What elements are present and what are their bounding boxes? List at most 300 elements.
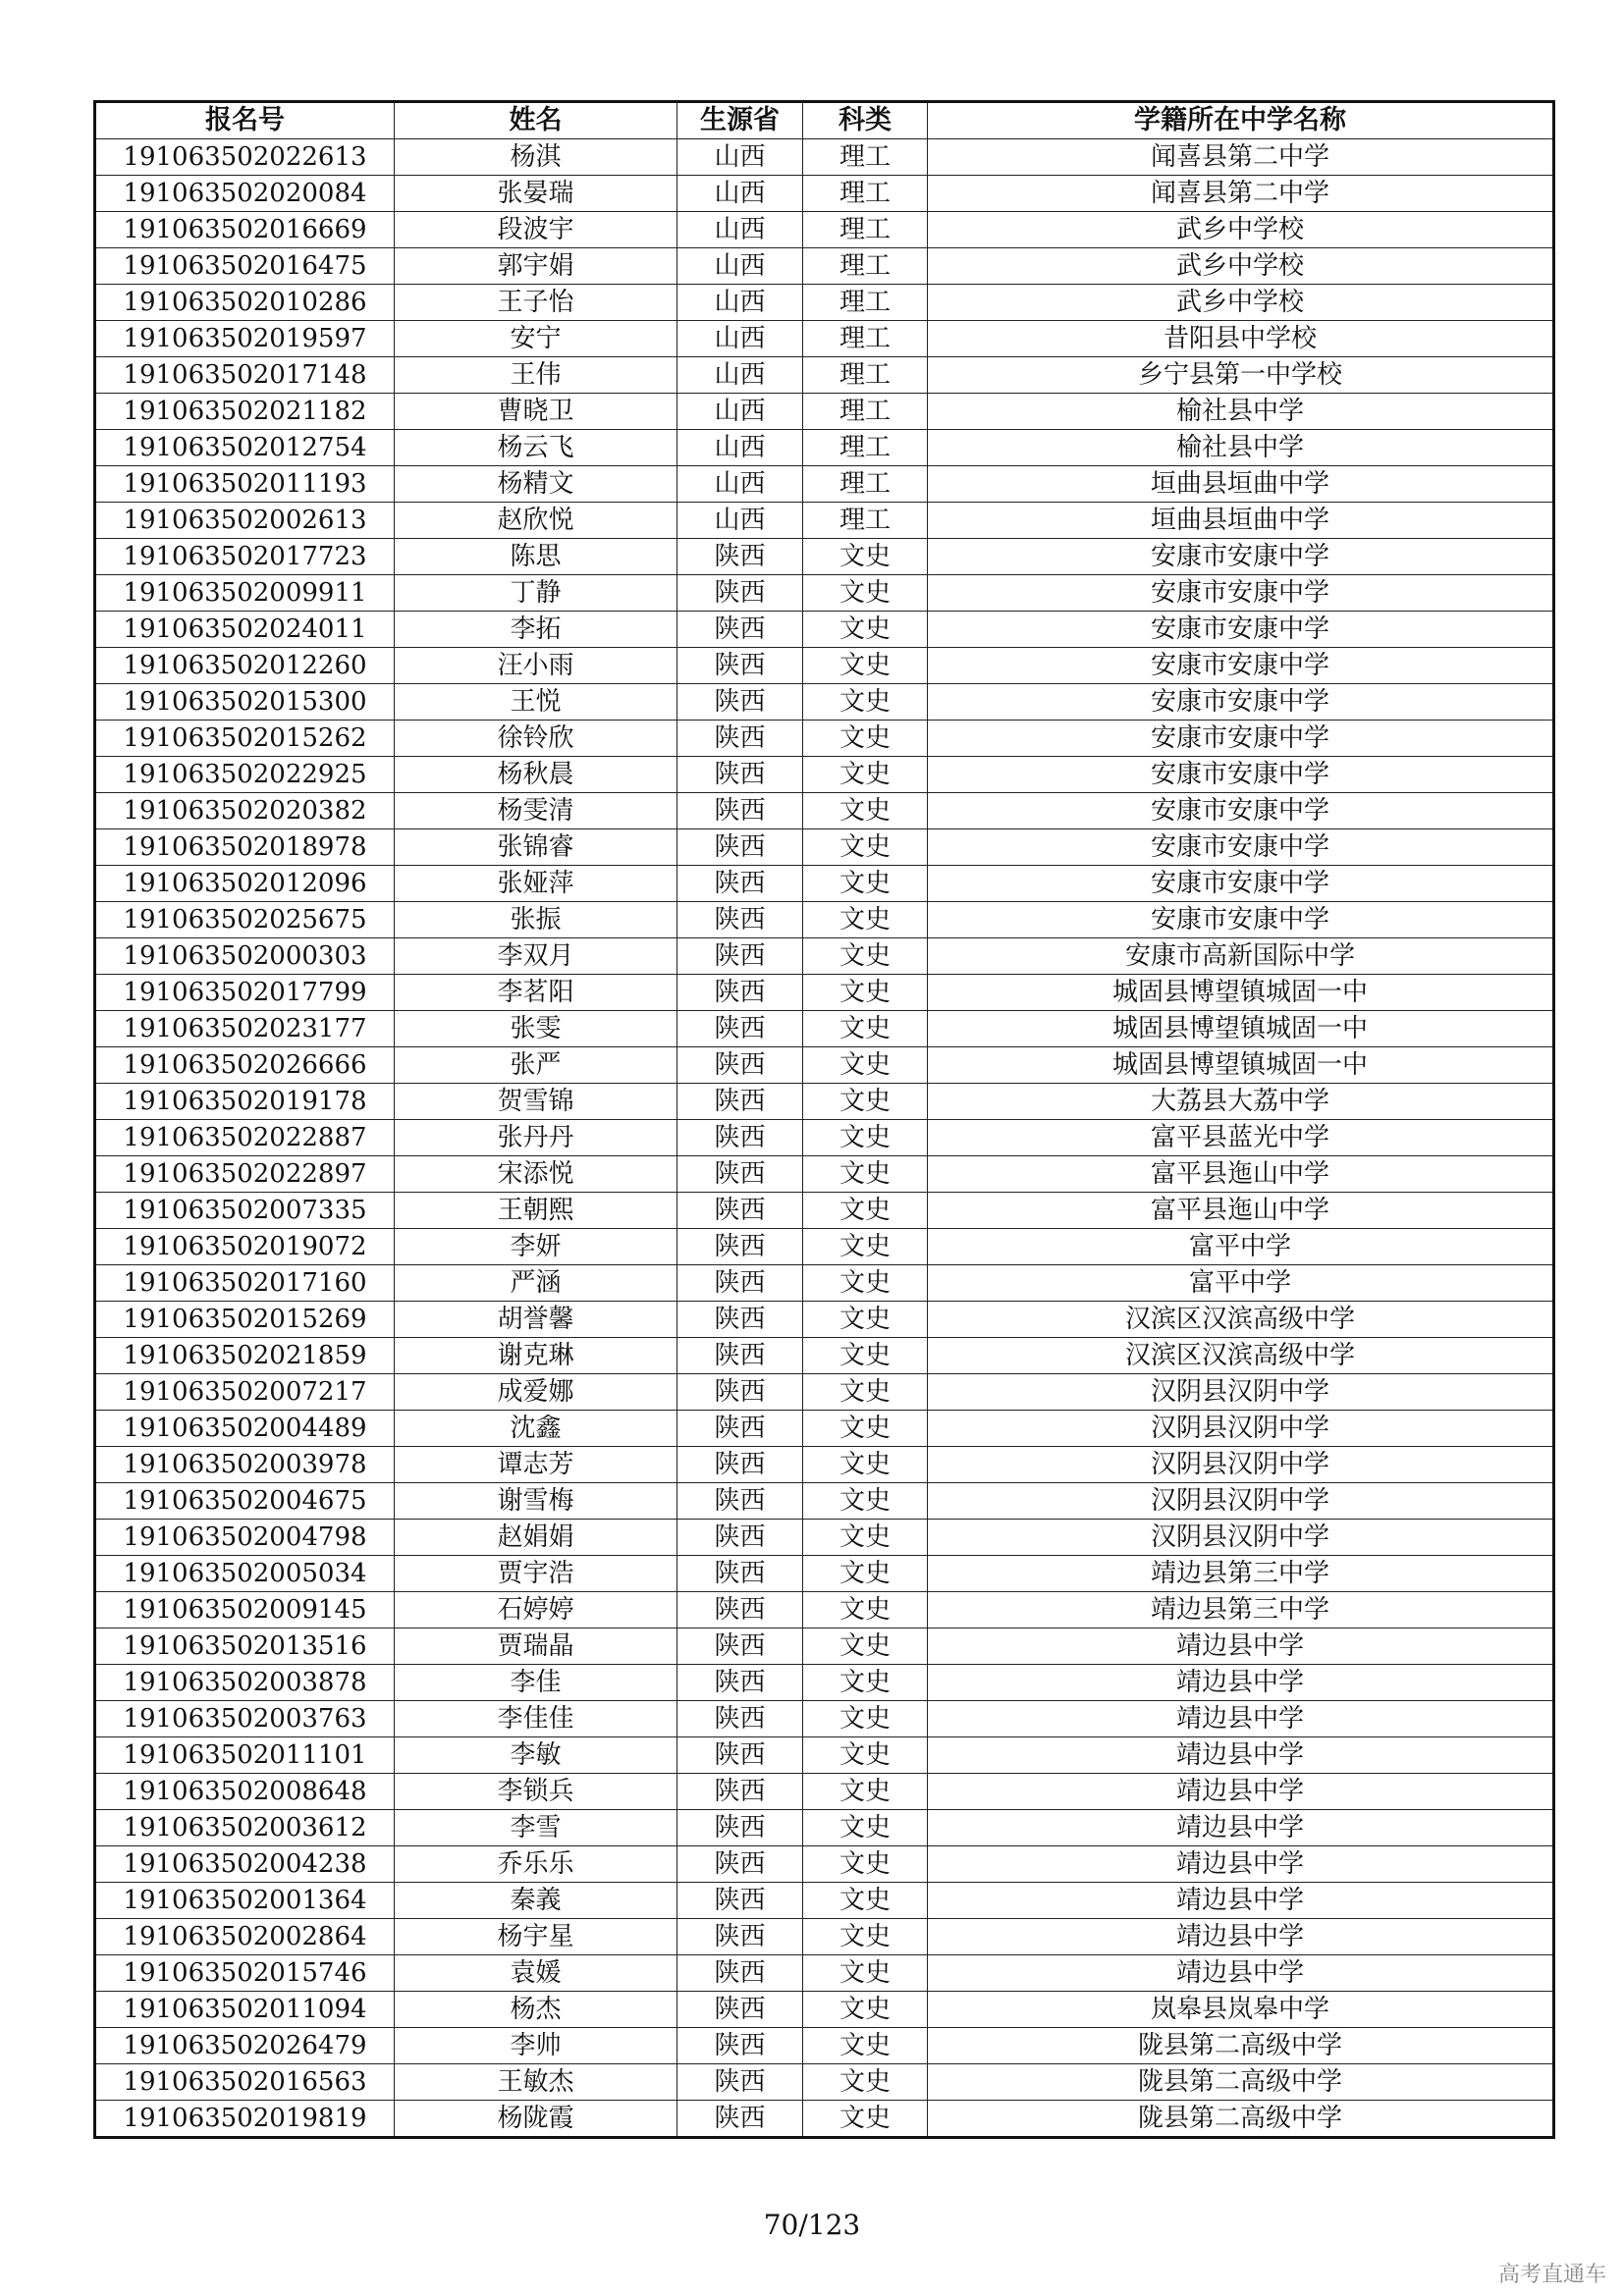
origin-province-cell: 陕西 <box>677 575 803 612</box>
subject-category-cell: 文史 <box>803 1229 928 1265</box>
subject-category-cell: 文史 <box>803 902 928 938</box>
table-row <box>95 829 1554 866</box>
name-cell: 宋添悦 <box>395 1156 677 1193</box>
table-row <box>95 1447 1554 1483</box>
header-school-name: 学籍所在中学名称 <box>928 102 1554 139</box>
origin-province-cell: 陕西 <box>677 1774 803 1810</box>
registration-number-cell: 191063502008648 <box>95 1774 395 1810</box>
name-cell: 李雪 <box>395 1810 677 1846</box>
registration-number-cell: 191063502003978 <box>95 1447 395 1483</box>
school-name-cell: 富平县迤山中学 <box>928 1193 1554 1229</box>
name-cell: 贺雪锦 <box>395 1084 677 1120</box>
table-row <box>95 503 1554 539</box>
subject-category-cell: 理工 <box>803 394 928 430</box>
table-row <box>95 612 1554 648</box>
registration-number-cell: 191063502015746 <box>95 1955 395 1992</box>
school-name-cell: 安康市安康中学 <box>928 721 1554 757</box>
subject-category-cell: 文史 <box>803 539 928 575</box>
registration-number-cell: 191063502002613 <box>95 503 395 539</box>
subject-category-cell: 理工 <box>803 176 928 212</box>
name-cell: 赵娟娟 <box>395 1520 677 1556</box>
school-name-cell: 安康市安康中学 <box>928 539 1554 575</box>
name-cell: 曹晓卫 <box>395 394 677 430</box>
origin-province-cell: 陕西 <box>677 1047 803 1084</box>
table-row <box>95 1737 1554 1774</box>
school-name-cell: 安康市安康中学 <box>928 866 1554 902</box>
table-row <box>95 1411 1554 1447</box>
name-cell: 杨陇霞 <box>395 2101 677 2138</box>
subject-category-cell: 文史 <box>803 1084 928 1120</box>
registration-number-cell: 191063502024011 <box>95 612 395 648</box>
subject-category-cell: 文史 <box>803 1992 928 2028</box>
subject-category-cell: 文史 <box>803 1265 928 1302</box>
name-cell: 杨雯清 <box>395 793 677 829</box>
subject-category-cell: 文史 <box>803 1629 928 1665</box>
subject-category-cell: 文史 <box>803 684 928 721</box>
origin-province-cell: 陕西 <box>677 1483 803 1520</box>
header-name: 姓名 <box>395 102 677 139</box>
origin-province-cell: 陕西 <box>677 1084 803 1120</box>
name-cell: 段波宇 <box>395 212 677 248</box>
origin-province-cell: 陕西 <box>677 2101 803 2138</box>
school-name-cell: 安康市安康中学 <box>928 793 1554 829</box>
registration-number-cell: 191063502026666 <box>95 1047 395 1084</box>
name-cell: 李锁兵 <box>395 1774 677 1810</box>
table-row <box>95 938 1554 975</box>
school-name-cell: 垣曲县垣曲中学 <box>928 466 1554 503</box>
origin-province-cell: 陕西 <box>677 1629 803 1665</box>
name-cell: 王朝熙 <box>395 1193 677 1229</box>
origin-province-cell: 陕西 <box>677 539 803 575</box>
name-cell: 谭志芳 <box>395 1447 677 1483</box>
table-row <box>95 866 1554 902</box>
origin-province-cell: 陕西 <box>677 1302 803 1338</box>
registration-number-cell: 191063502015262 <box>95 721 395 757</box>
header-registration-number: 报名号 <box>95 102 395 139</box>
registration-number-cell: 191063502011101 <box>95 1737 395 1774</box>
subject-category-cell: 理工 <box>803 248 928 285</box>
registration-number-cell: 191063502012260 <box>95 648 395 684</box>
table-row <box>95 394 1554 430</box>
school-name-cell: 靖边县中学 <box>928 1629 1554 1665</box>
name-cell: 王子怡 <box>395 285 677 321</box>
registration-number-cell: 191063502011193 <box>95 466 395 503</box>
school-name-cell: 靖边县中学 <box>928 1955 1554 1992</box>
subject-category-cell: 文史 <box>803 757 928 793</box>
name-cell: 郭宇娟 <box>395 248 677 285</box>
name-cell: 乔乐乐 <box>395 1846 677 1883</box>
subject-category-cell: 文史 <box>803 1774 928 1810</box>
school-name-cell: 大荔县大荔中学 <box>928 1084 1554 1120</box>
table-row <box>95 1846 1554 1883</box>
table-row <box>95 248 1554 285</box>
school-name-cell: 汉阴县汉阴中学 <box>928 1483 1554 1520</box>
registration-number-cell: 191063502022925 <box>95 757 395 793</box>
subject-category-cell: 文史 <box>803 1919 928 1955</box>
registration-number-cell: 191063502009911 <box>95 575 395 612</box>
school-name-cell: 靖边县中学 <box>928 1774 1554 1810</box>
registration-number-cell: 191063502016475 <box>95 248 395 285</box>
origin-province-cell: 陕西 <box>677 1592 803 1629</box>
origin-province-cell: 陕西 <box>677 1846 803 1883</box>
origin-province-cell: 陕西 <box>677 1120 803 1156</box>
table-row <box>95 1520 1554 1556</box>
table-row <box>95 357 1554 394</box>
subject-category-cell: 理工 <box>803 430 928 466</box>
name-cell: 李双月 <box>395 938 677 975</box>
school-name-cell: 富平县蓝光中学 <box>928 1120 1554 1156</box>
registration-number-cell: 191063502007335 <box>95 1193 395 1229</box>
subject-category-cell: 文史 <box>803 1810 928 1846</box>
school-name-cell: 陇县第二高级中学 <box>928 2028 1554 2064</box>
table-row <box>95 1774 1554 1810</box>
registration-number-cell: 191063502015269 <box>95 1302 395 1338</box>
subject-category-cell: 理工 <box>803 357 928 394</box>
school-name-cell: 武乡中学校 <box>928 212 1554 248</box>
table-row <box>95 1084 1554 1120</box>
table-row <box>95 975 1554 1011</box>
subject-category-cell: 文史 <box>803 2101 928 2138</box>
registration-number-cell: 191063502016563 <box>95 2064 395 2101</box>
origin-province-cell: 陕西 <box>677 938 803 975</box>
subject-category-cell: 理工 <box>803 139 928 176</box>
school-name-cell: 安康市安康中学 <box>928 684 1554 721</box>
name-cell: 赵欣悦 <box>395 503 677 539</box>
school-name-cell: 闻喜县第二中学 <box>928 176 1554 212</box>
school-name-cell: 汉阴县汉阴中学 <box>928 1447 1554 1483</box>
subject-category-cell: 文史 <box>803 1302 928 1338</box>
name-cell: 杨宇星 <box>395 1919 677 1955</box>
subject-category-cell: 文史 <box>803 1556 928 1592</box>
subject-category-cell: 理工 <box>803 466 928 503</box>
registration-number-cell: 191063502004675 <box>95 1483 395 1520</box>
name-cell: 袁媛 <box>395 1955 677 1992</box>
subject-category-cell: 文史 <box>803 1520 928 1556</box>
origin-province-cell: 陕西 <box>677 1411 803 1447</box>
subject-category-cell: 文史 <box>803 1447 928 1483</box>
page-number: 70/123 <box>763 2209 861 2241</box>
origin-province-cell: 陕西 <box>677 2028 803 2064</box>
origin-province-cell: 陕西 <box>677 1229 803 1265</box>
school-name-cell: 闻喜县第二中学 <box>928 139 1554 176</box>
registration-number-cell: 191063502010286 <box>95 285 395 321</box>
school-name-cell: 武乡中学校 <box>928 285 1554 321</box>
origin-province-cell: 陕西 <box>677 648 803 684</box>
school-name-cell: 安康市高新国际中学 <box>928 938 1554 975</box>
table-row <box>95 1011 1554 1047</box>
registration-number-cell: 191063502012096 <box>95 866 395 902</box>
school-name-cell: 靖边县中学 <box>928 1846 1554 1883</box>
registration-number-cell: 191063502019072 <box>95 1229 395 1265</box>
name-cell: 王悦 <box>395 684 677 721</box>
origin-province-cell: 山西 <box>677 176 803 212</box>
origin-province-cell: 陕西 <box>677 1955 803 1992</box>
school-name-cell: 昔阳县中学校 <box>928 321 1554 357</box>
name-cell: 李拓 <box>395 612 677 648</box>
name-cell: 李妍 <box>395 1229 677 1265</box>
subject-category-cell: 文史 <box>803 648 928 684</box>
subject-category-cell: 文史 <box>803 1737 928 1774</box>
name-cell: 杨淇 <box>395 139 677 176</box>
registration-number-cell: 191063502002864 <box>95 1919 395 1955</box>
table-row <box>95 1955 1554 1992</box>
table-row <box>95 684 1554 721</box>
name-cell: 严涵 <box>395 1265 677 1302</box>
name-cell: 石婷婷 <box>395 1592 677 1629</box>
registration-number-cell: 191063502003763 <box>95 1701 395 1737</box>
school-name-cell: 城固县博望镇城固一中 <box>928 1047 1554 1084</box>
name-cell: 张丹丹 <box>395 1120 677 1156</box>
table-row <box>95 539 1554 575</box>
origin-province-cell: 陕西 <box>677 757 803 793</box>
school-name-cell: 靖边县第三中学 <box>928 1592 1554 1629</box>
subject-category-cell: 文史 <box>803 829 928 866</box>
table-row <box>95 2064 1554 2101</box>
origin-province-cell: 陕西 <box>677 829 803 866</box>
name-cell: 张严 <box>395 1047 677 1084</box>
origin-province-cell: 陕西 <box>677 1447 803 1483</box>
subject-category-cell: 文史 <box>803 575 928 612</box>
header-subject-category: 科类 <box>803 102 928 139</box>
school-name-cell: 富平中学 <box>928 1265 1554 1302</box>
table-row <box>95 1883 1554 1919</box>
name-cell: 安宁 <box>395 321 677 357</box>
origin-province-cell: 陕西 <box>677 1011 803 1047</box>
subject-category-cell: 文史 <box>803 1411 928 1447</box>
registration-number-cell: 191063502011094 <box>95 1992 395 2028</box>
name-cell: 丁静 <box>395 575 677 612</box>
registration-number-cell: 191063502020382 <box>95 793 395 829</box>
name-cell: 王伟 <box>395 357 677 394</box>
subject-category-cell: 文史 <box>803 866 928 902</box>
registration-number-cell: 191063502025675 <box>95 902 395 938</box>
table-row <box>95 139 1554 176</box>
name-cell: 秦義 <box>395 1883 677 1919</box>
table-row <box>95 1047 1554 1084</box>
school-name-cell: 榆社县中学 <box>928 430 1554 466</box>
origin-province-cell: 陕西 <box>677 721 803 757</box>
origin-province-cell: 陕西 <box>677 1374 803 1411</box>
name-cell: 陈思 <box>395 539 677 575</box>
school-name-cell: 榆社县中学 <box>928 394 1554 430</box>
watermark-text: 高考直通车 <box>1497 2263 1606 2287</box>
registration-number-cell: 191063502026479 <box>95 2028 395 2064</box>
table-row <box>95 757 1554 793</box>
name-cell: 谢雪梅 <box>395 1483 677 1520</box>
registration-number-cell: 191063502021182 <box>95 394 395 430</box>
school-name-cell: 安康市安康中学 <box>928 902 1554 938</box>
school-name-cell: 垣曲县垣曲中学 <box>928 503 1554 539</box>
name-cell: 杨云飞 <box>395 430 677 466</box>
table-row <box>95 793 1554 829</box>
origin-province-cell: 山西 <box>677 248 803 285</box>
name-cell: 张晏瑞 <box>395 176 677 212</box>
origin-province-cell: 陕西 <box>677 1265 803 1302</box>
origin-province-cell: 陕西 <box>677 902 803 938</box>
name-cell: 徐铃欣 <box>395 721 677 757</box>
school-name-cell: 陇县第二高级中学 <box>928 2101 1554 2138</box>
table-row <box>95 1919 1554 1955</box>
name-cell: 杨精文 <box>395 466 677 503</box>
table-row <box>95 1701 1554 1737</box>
origin-province-cell: 陕西 <box>677 1520 803 1556</box>
origin-province-cell: 陕西 <box>677 793 803 829</box>
table-row <box>95 1156 1554 1193</box>
school-name-cell: 岚皋县岚皋中学 <box>928 1992 1554 2028</box>
subject-category-cell: 文史 <box>803 1483 928 1520</box>
name-cell: 成爱娜 <box>395 1374 677 1411</box>
school-name-cell: 汉阴县汉阴中学 <box>928 1520 1554 1556</box>
subject-category-cell: 文史 <box>803 1883 928 1919</box>
table-row <box>95 1629 1554 1665</box>
registration-number-cell: 191063502003878 <box>95 1665 395 1701</box>
registration-number-cell: 191063502023177 <box>95 1011 395 1047</box>
registration-number-cell: 191063502022887 <box>95 1120 395 1156</box>
name-cell: 张锦睿 <box>395 829 677 866</box>
subject-category-cell: 文史 <box>803 1156 928 1193</box>
table-row <box>95 1374 1554 1411</box>
subject-category-cell: 文史 <box>803 975 928 1011</box>
table-row <box>95 1483 1554 1520</box>
origin-province-cell: 陕西 <box>677 1556 803 1592</box>
name-cell: 胡誉馨 <box>395 1302 677 1338</box>
name-cell: 沈鑫 <box>395 1411 677 1447</box>
school-name-cell: 靖边县中学 <box>928 1883 1554 1919</box>
school-name-cell: 汉滨区汉滨高级中学 <box>928 1302 1554 1338</box>
registration-number-cell: 191063502005034 <box>95 1556 395 1592</box>
origin-province-cell: 山西 <box>677 285 803 321</box>
table-row <box>95 466 1554 503</box>
registration-number-cell: 191063502018978 <box>95 829 395 866</box>
origin-province-cell: 山西 <box>677 430 803 466</box>
table-row <box>95 1592 1554 1629</box>
name-cell: 杨杰 <box>395 1992 677 2028</box>
origin-province-cell: 陕西 <box>677 1156 803 1193</box>
origin-province-cell: 山西 <box>677 466 803 503</box>
table-row <box>95 902 1554 938</box>
name-cell: 李佳 <box>395 1665 677 1701</box>
table-row <box>95 648 1554 684</box>
name-cell: 王敏杰 <box>395 2064 677 2101</box>
registration-number-cell: 191063502019178 <box>95 1084 395 1120</box>
registration-number-cell: 191063502000303 <box>95 938 395 975</box>
origin-province-cell: 陕西 <box>677 1810 803 1846</box>
school-name-cell: 安康市安康中学 <box>928 648 1554 684</box>
origin-province-cell: 陕西 <box>677 1665 803 1701</box>
table-header-row <box>95 102 1554 139</box>
school-name-cell: 安康市安康中学 <box>928 829 1554 866</box>
name-cell: 杨秋晨 <box>395 757 677 793</box>
table-row <box>95 2028 1554 2064</box>
registration-number-cell: 191063502017160 <box>95 1265 395 1302</box>
subject-category-cell: 理工 <box>803 503 928 539</box>
subject-category-cell: 文史 <box>803 1701 928 1737</box>
name-cell: 李敏 <box>395 1737 677 1774</box>
registration-number-cell: 191063502007217 <box>95 1374 395 1411</box>
origin-province-cell: 山西 <box>677 139 803 176</box>
registration-number-cell: 191063502004489 <box>95 1411 395 1447</box>
origin-province-cell: 山西 <box>677 321 803 357</box>
name-cell: 贾宇浩 <box>395 1556 677 1592</box>
origin-province-cell: 陕西 <box>677 1992 803 2028</box>
registration-number-cell: 191063502021859 <box>95 1338 395 1374</box>
registration-number-cell: 191063502015300 <box>95 684 395 721</box>
registration-number-cell: 191063502013516 <box>95 1629 395 1665</box>
registration-number-cell: 191063502003612 <box>95 1810 395 1846</box>
origin-province-cell: 陕西 <box>677 612 803 648</box>
subject-category-cell: 文史 <box>803 1011 928 1047</box>
name-cell: 贾瑞晶 <box>395 1629 677 1665</box>
table-row <box>95 1193 1554 1229</box>
school-name-cell: 汉滨区汉滨高级中学 <box>928 1338 1554 1374</box>
table-row <box>95 1992 1554 2028</box>
table-row <box>95 321 1554 357</box>
table-row <box>95 721 1554 757</box>
table-row <box>95 575 1554 612</box>
school-name-cell: 乡宁县第一中学校 <box>928 357 1554 394</box>
school-name-cell: 汉阴县汉阴中学 <box>928 1411 1554 1447</box>
name-cell: 李茗阳 <box>395 975 677 1011</box>
table-row <box>95 2101 1554 2138</box>
school-name-cell: 城固县博望镇城固一中 <box>928 975 1554 1011</box>
school-name-cell: 安康市安康中学 <box>928 757 1554 793</box>
registration-number-cell: 191063502022613 <box>95 139 395 176</box>
school-name-cell: 武乡中学校 <box>928 248 1554 285</box>
name-cell: 张雯 <box>395 1011 677 1047</box>
registration-number-cell: 191063502004238 <box>95 1846 395 1883</box>
registration-number-cell: 191063502017799 <box>95 975 395 1011</box>
origin-province-cell: 陕西 <box>677 1701 803 1737</box>
table-row <box>95 1120 1554 1156</box>
subject-category-cell: 文史 <box>803 1955 928 1992</box>
school-name-cell: 汉阴县汉阴中学 <box>928 1374 1554 1411</box>
subject-category-cell: 文史 <box>803 721 928 757</box>
registration-number-cell: 191063502020084 <box>95 176 395 212</box>
origin-province-cell: 山西 <box>677 357 803 394</box>
school-name-cell: 城固县博望镇城固一中 <box>928 1011 1554 1047</box>
school-name-cell: 陇县第二高级中学 <box>928 2064 1554 2101</box>
table-body <box>95 139 1554 2138</box>
origin-province-cell: 陕西 <box>677 684 803 721</box>
subject-category-cell: 文史 <box>803 938 928 975</box>
school-name-cell: 靖边县中学 <box>928 1737 1554 1774</box>
origin-province-cell: 陕西 <box>677 1737 803 1774</box>
registration-number-cell: 191063502001364 <box>95 1883 395 1919</box>
table-row <box>95 176 1554 212</box>
table-row <box>95 285 1554 321</box>
subject-category-cell: 文史 <box>803 1592 928 1629</box>
subject-category-cell: 文史 <box>803 2064 928 2101</box>
registration-number-cell: 191063502019597 <box>95 321 395 357</box>
subject-category-cell: 文史 <box>803 1665 928 1701</box>
name-cell: 李帅 <box>395 2028 677 2064</box>
school-name-cell: 靖边县中学 <box>928 1665 1554 1701</box>
table-row <box>95 430 1554 466</box>
origin-province-cell: 陕西 <box>677 2064 803 2101</box>
table-row <box>95 1302 1554 1338</box>
subject-category-cell: 文史 <box>803 2028 928 2064</box>
subject-category-cell: 文史 <box>803 1047 928 1084</box>
origin-province-cell: 山西 <box>677 394 803 430</box>
school-name-cell: 安康市安康中学 <box>928 612 1554 648</box>
school-name-cell: 靖边县中学 <box>928 1810 1554 1846</box>
name-cell: 张振 <box>395 902 677 938</box>
subject-category-cell: 文史 <box>803 1846 928 1883</box>
registration-number-cell: 191063502022897 <box>95 1156 395 1193</box>
registration-number-cell: 191063502009145 <box>95 1592 395 1629</box>
name-cell: 李佳佳 <box>395 1701 677 1737</box>
subject-category-cell: 文史 <box>803 1374 928 1411</box>
